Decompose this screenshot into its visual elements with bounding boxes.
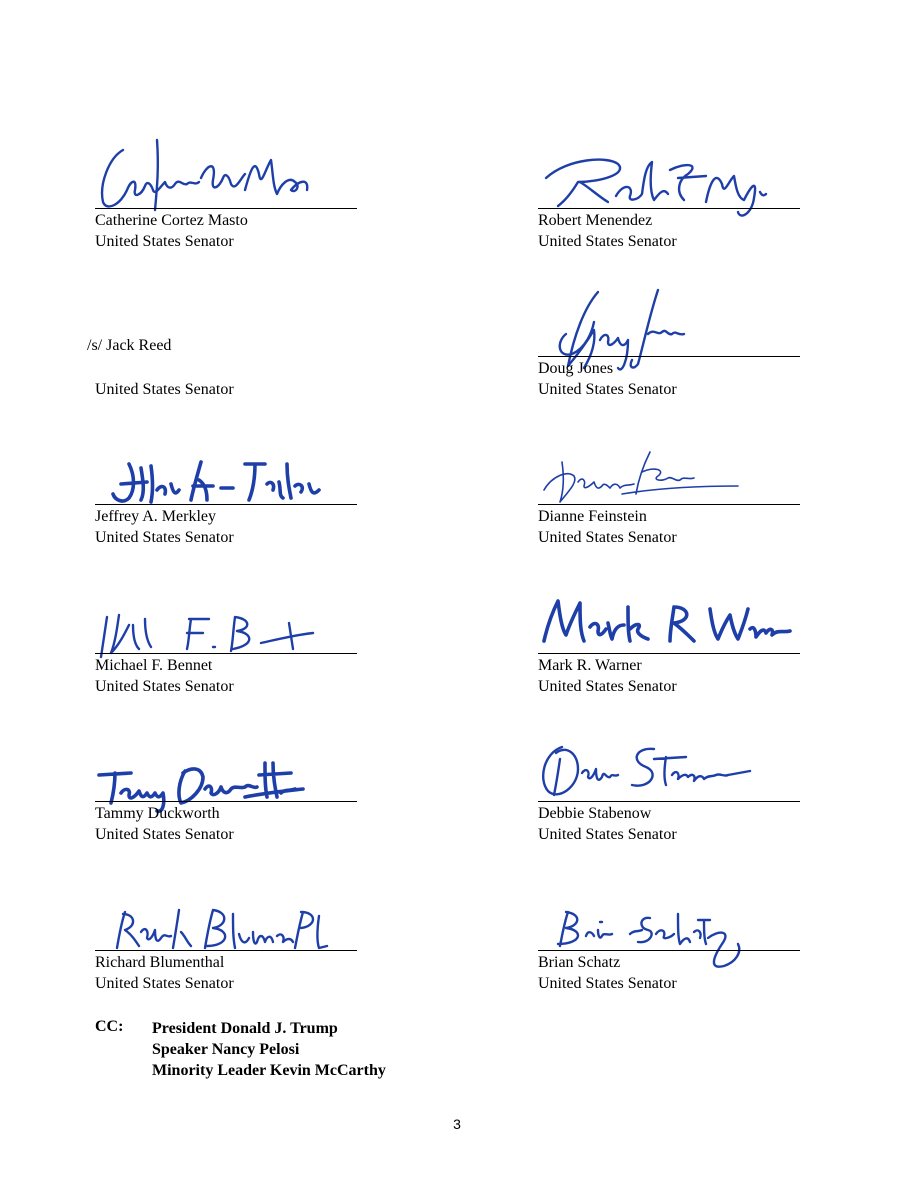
signature-merkley <box>95 454 325 514</box>
typed-signature: /s/ Jack Reed <box>87 337 172 354</box>
signature-cortez-masto <box>95 128 325 218</box>
signature-line <box>538 801 800 802</box>
signer-name: Debbie Stabenow <box>538 805 652 822</box>
signer-name: Mark R. Warner <box>538 657 642 674</box>
cc-recipient: Minority Leader Kevin McCarthy <box>152 1062 386 1079</box>
signer-name: Dianne Feinstein <box>538 508 647 525</box>
signature-line <box>538 208 800 209</box>
signer-name: Richard Blumenthal <box>95 954 225 971</box>
cc-recipient: Speaker Nancy Pelosi <box>152 1041 300 1058</box>
signer-name: Michael F. Bennet <box>95 657 213 674</box>
signer-name: Brian Schatz <box>538 954 621 971</box>
signer-title: United States Senator <box>95 826 234 843</box>
page-number: 3 <box>453 1116 461 1132</box>
signer-title: United States Senator <box>95 975 234 992</box>
signature-line <box>95 653 357 654</box>
signer-title: United States Senator <box>95 678 234 695</box>
signature-line <box>538 356 800 357</box>
signature-line <box>95 504 357 505</box>
signer-title: United States Senator <box>538 678 677 695</box>
cc-label: CC: <box>95 1018 124 1035</box>
signer-title: United States Senator <box>538 381 677 398</box>
signer-title: United States Senator <box>538 233 677 250</box>
signer-name: Tammy Duckworth <box>95 805 220 822</box>
signature-line <box>538 504 800 505</box>
signature-feinstein <box>538 446 758 516</box>
signer-title: United States Senator <box>538 975 677 992</box>
signer-title: United States Senator <box>95 233 234 250</box>
signature-line <box>95 208 357 209</box>
signature-line <box>95 801 357 802</box>
signature-bennet <box>95 609 325 663</box>
cc-recipient: President Donald J. Trump <box>152 1020 338 1037</box>
signer-title: United States Senator <box>538 529 677 546</box>
signer-name: Robert Menendez <box>538 212 653 229</box>
signature-line <box>538 653 800 654</box>
signature-line <box>538 950 800 951</box>
cc-recipient-list <box>152 1018 482 1081</box>
signer-title: United States Senator <box>538 826 677 843</box>
signature-duckworth <box>95 753 325 813</box>
signer-name: United States Senator <box>95 381 234 398</box>
signature-line <box>95 950 357 951</box>
signer-name: Jeffrey A. Merkley <box>95 508 216 525</box>
signer-title: United States Senator <box>95 529 234 546</box>
signer-name: Catherine Cortez Masto <box>95 212 248 229</box>
signer-name: Doug Jones <box>538 360 614 377</box>
